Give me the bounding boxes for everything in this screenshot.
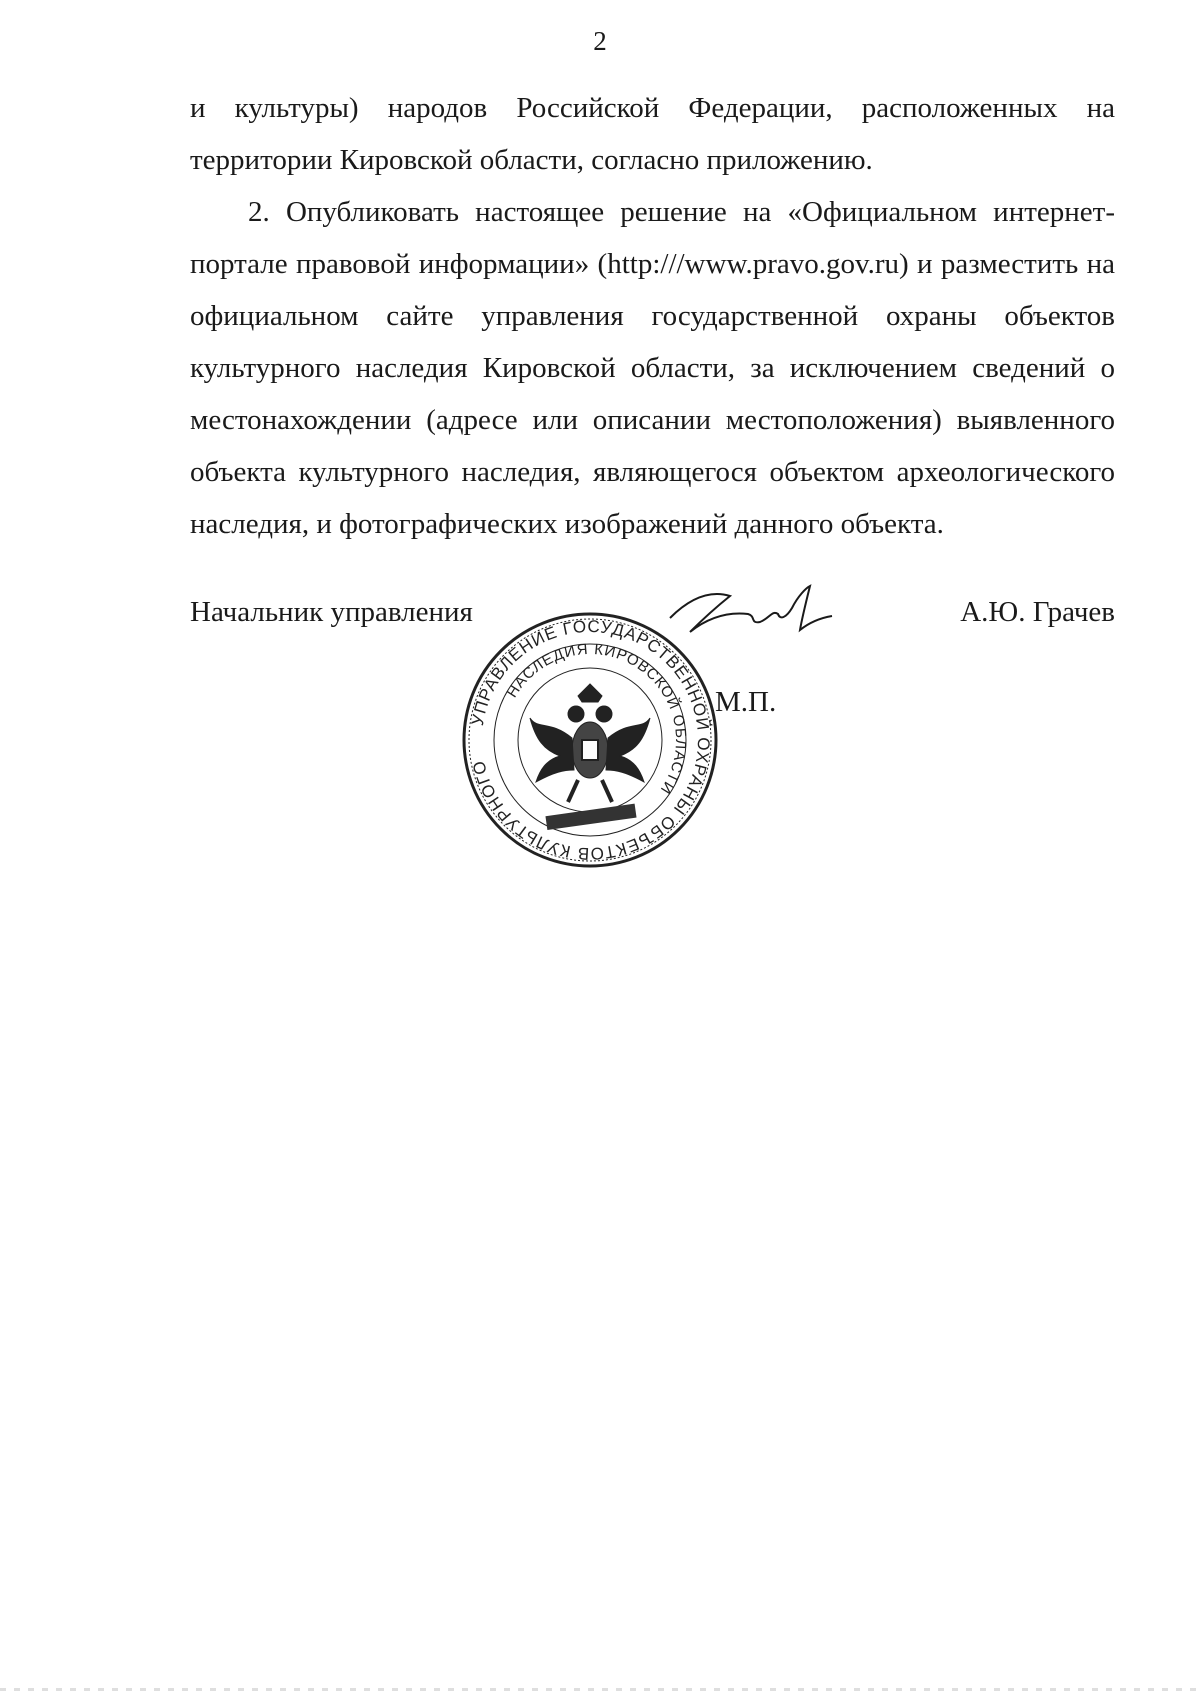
stamp-inner-text: НАСЛЕДИЯ КИРОВСКОЙ ОБЛАСТИ — [503, 640, 690, 798]
paragraph-line: на территории Кировской области, согласно приложению. — [190, 92, 1115, 176]
paragraph-1 — [190, 82, 1115, 186]
official-seal-stamp — [460, 610, 720, 870]
paragraph-line: и культуры) народов Российской Федерации, расположенных — [190, 92, 1087, 124]
signer-title: Начальник управления — [190, 596, 473, 628]
paragraph-line: наследия, и фотографических изображений данного объекта. — [190, 508, 944, 540]
seal-placeholder-mark: М.П. — [715, 686, 777, 718]
paragraph-line: официальном сайте управления государственной охраны объектов — [190, 300, 1115, 332]
body-text — [190, 82, 1115, 550]
paragraph-line: о местонахождении (адресе или описании местоположения) выявленного — [190, 352, 1115, 436]
handwritten-signature — [660, 578, 840, 648]
paragraph-line: культурного наследия Кировской области, за исключением сведений — [190, 352, 1101, 384]
page-number: 2 — [593, 26, 607, 56]
double-headed-eagle-emblem — [530, 684, 650, 802]
scan-artifact-line — [0, 1688, 1200, 1691]
paragraph-2 — [190, 186, 1115, 550]
stamp-outer-text: УПРАВЛЕНИЕ ГОСУДАРСТВЕННОЙ ОХРАНЫ ОБЪЕКТОВ КУЛЬТУРНОГО — [467, 616, 714, 864]
paragraph-line: 2. Опубликовать настоящее решение на «Официальном интернет- — [248, 196, 1115, 228]
paragraph-line: объекта культурного наследия, являющегося объектом археологического — [190, 456, 1115, 488]
signer-name: А.Ю. Грачев — [960, 596, 1115, 628]
paragraph-line: портале правовой информации» (http:///www.pravo.gov.ru) и разместить на — [190, 248, 1115, 280]
